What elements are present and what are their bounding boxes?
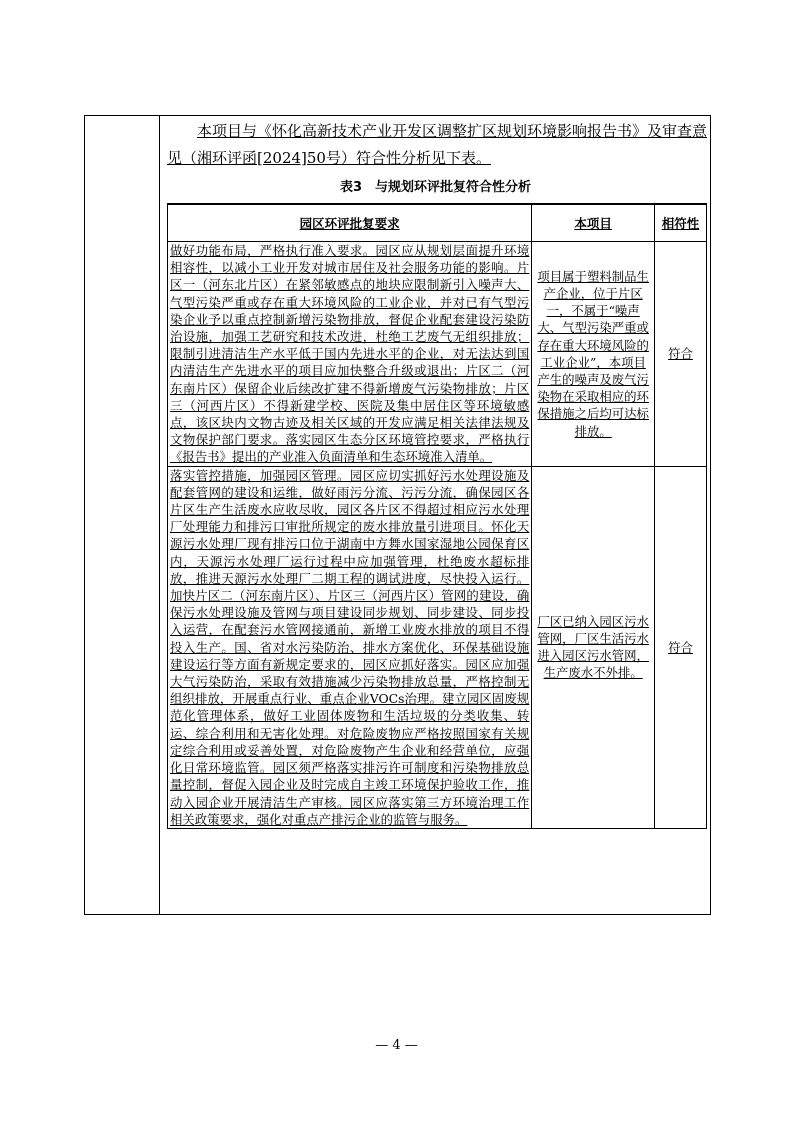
intro-text: 本项目与《怀化高新技术产业开发区调整扩区规划环境影响报告书》及审查意见（湘环评函[2024]50号）符合性分析见下表。 [167, 122, 708, 167]
conformity-cell: 符合 [655, 242, 707, 467]
conformity-table [167, 203, 707, 829]
requirement-cell: 做好功能布局，严格执行准入要求。园区应从规划层面提升环境相容性，以减小工业开发对城市居住及社会服务功能的影响。片区一（河东北片区）在紧邻敏感点的地块应限制新引入噪声大、气型污染严重或存在重大环境风险的工业企业，并对已有气型污染企业予以重点控制新增污染物排放，督促企业配套建设污染防治设施，加强工艺研究和技术改进，杜绝工艺废气无组织排放；限制引进清洁生产水平低于国内先进水平的企业，对无法达到国内清洁生产先进水平的项目应加快整合升级或退出；片区二（河东南片区）保留企业后续改扩建不得新增废气污染物排放；片区三（河西片区）不得新建学校、医院及集中居住区等环境敏感点，该区块内文物古迹及相关区域的开发应满足相关法律法规及文物保护部门要求。落实园区生态分区环境管控要求，严格执行《报告书》提出的产业准入负面清单和生态环境准入清单。 [168, 242, 532, 467]
table-caption: 表3 与规划环评批复符合性分析 [339, 180, 532, 195]
project-cell: 厂区已纳入园区污水管网，厂区生活污水进入园区污水管网，生产废水不外排。 [532, 466, 655, 828]
conformity-cell: 符合 [655, 466, 707, 828]
header-conformity: 相符性 [655, 204, 707, 242]
header-project: 本项目 [532, 204, 655, 242]
table-row [168, 466, 707, 828]
project-cell: 项目属于塑料制品生产企业，位于片区一，不属于“噪声大、气型污染严重或存在重大环境风险的工业企业”，本项目产生的噪声及废气污染物在采取相应的环保措施之后均可达标排放。 [532, 242, 655, 467]
left-column-cell [84, 115, 160, 915]
intro-paragraph [167, 118, 707, 172]
table-header-row [168, 204, 707, 242]
requirement-cell: 落实管控措施，加强园区管理。园区应切实抓好污水处理设施及配套管网的建设和运维，做好雨污分流、污污分流，确保园区各片区生产生活废水应收尽收，园区各片区不得超过相应污水处理厂处理能力和排污口审批所规定的废水排放量引进项目。怀化天源污水处理厂现有排污口位于湖南中方舞水国家湿地公园保育区内，天源污水处理厂运行过程中应加强管理，杜绝废水超标排放，推进天源污水处理厂二期工程的调试进度，尽快投入运行。加快片区二（河东南片区）、片区三（河西片区）管网的建设，确保污水处理设施及管网与项目建设同步规划、同步建设、同步投入运营，在配套污水管网接通前，新增工业废水排放的项目不得投入生产。国、省对水污染防治、排水方案优化、环保基础设施建设运行等方面有新规定要求的，园区应抓好落实。园区应加强大气污染防治，采取有效措施减少污染物排放总量，严格控制无组织排放，开展重点行业、重点企业VOCs治理。建立园区固废规范化管理体系，做好工业固体废物和生活垃圾的分类收集、转运、综合利用和无害化处理。对危险废物应严格按照国家有关规定综合利用或妥善处置，对危险废物产生企业和经营单位，应强化日常环境监管。园区须严格落实排污许可制度和污染物排放总量控制，督促入园企业及时完成自主竣工环境保护验收工作，推动入园企业开展清洁生产审核。园区应落实第三方环境治理工作相关政策要求，强化对重点产排污企业的监管与服务。 [168, 466, 532, 828]
table-row [168, 242, 707, 467]
header-requirement: 园区环评批复要求 [168, 204, 532, 242]
page-number: — 4 — [375, 1038, 418, 1053]
